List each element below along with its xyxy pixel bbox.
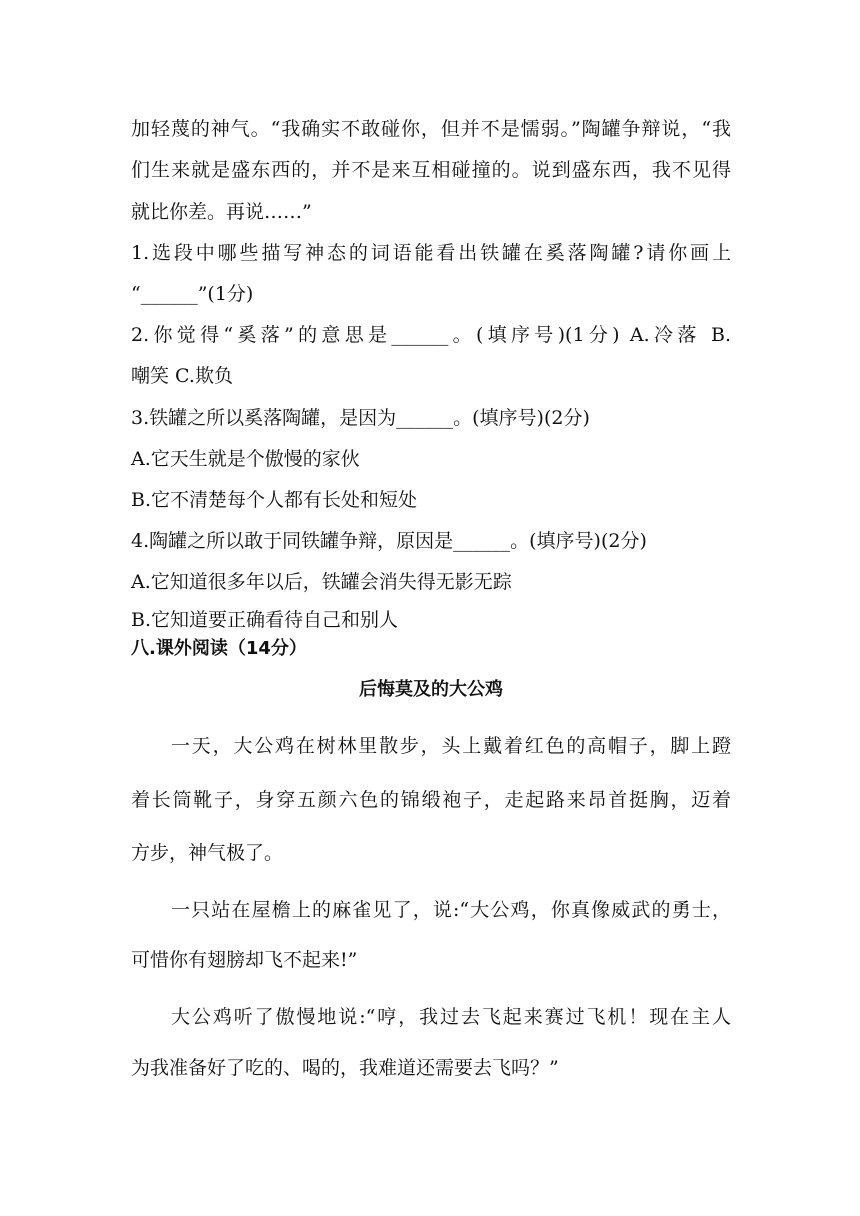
question-2-cont: 嘲笑 C.欺负	[131, 365, 233, 387]
section-heading: 八.课外阅读（14分）	[131, 638, 307, 659]
story-line: 方步，神气极了。	[131, 842, 284, 864]
passage-line: 们生来就是盛东西的，并不是来互相碰撞的。说到盛东西，我不见得	[131, 159, 731, 181]
passage-line: 就比你差。再说……”	[131, 201, 312, 223]
story-title: 后悔莫及的大公鸡	[359, 679, 503, 700]
story-line: 一天，大公鸡在树林里散步，头上戴着红色的高帽子，脚上蹬	[171, 735, 731, 757]
story-line: 为我准备好了吃的、喝的，我难道还需要去飞吗？”	[131, 1057, 559, 1079]
passage-line: 加轻蔑的神气。“我确实不敢碰你，但并不是懦弱。”陶罐争辩说，“我	[131, 118, 731, 140]
question-1: 1.选段中哪些描写神态的词语能看出铁罐在奚落陶罐?请你画上	[131, 242, 731, 264]
story-line: 可惜你有翅膀却飞不起来!”	[131, 949, 358, 971]
question-1-cont: “______”(1分)	[131, 283, 254, 305]
question-3-option-a: A.它天生就是个傲慢的家伙	[131, 448, 360, 470]
question-3: 3.铁罐之所以奚落陶罐，是因为______。(填序号)(2分)	[131, 407, 590, 429]
story-line: 一只站在屋檐上的麻雀见了，说:“大公鸡，你真像威武的勇士，	[171, 899, 731, 921]
question-4: 4.陶罐之所以敢于同铁罐争辩，原因是______。(填序号)(2分)	[131, 530, 647, 552]
question-4-option-b: B.它知道要正确看待自己和别人	[131, 609, 399, 631]
story-line: 大公鸡听了傲慢地说:“哼，我过去飞起来赛过飞机！现在主人	[171, 1006, 731, 1028]
story-line: 着长筒靴子，身穿五颜六色的锦缎袍子，走起路来昂首挺胸，迈着	[131, 789, 731, 811]
question-2: 2.你觉得“奚落”的意思是______。(填序号)(1分) A.冷落 B.	[131, 324, 731, 346]
question-3-option-b: B.它不清楚每个人都有长处和短处	[131, 489, 418, 511]
question-4-option-a: A.它知道很多年以后，铁罐会消失得无影无踪	[131, 571, 512, 593]
